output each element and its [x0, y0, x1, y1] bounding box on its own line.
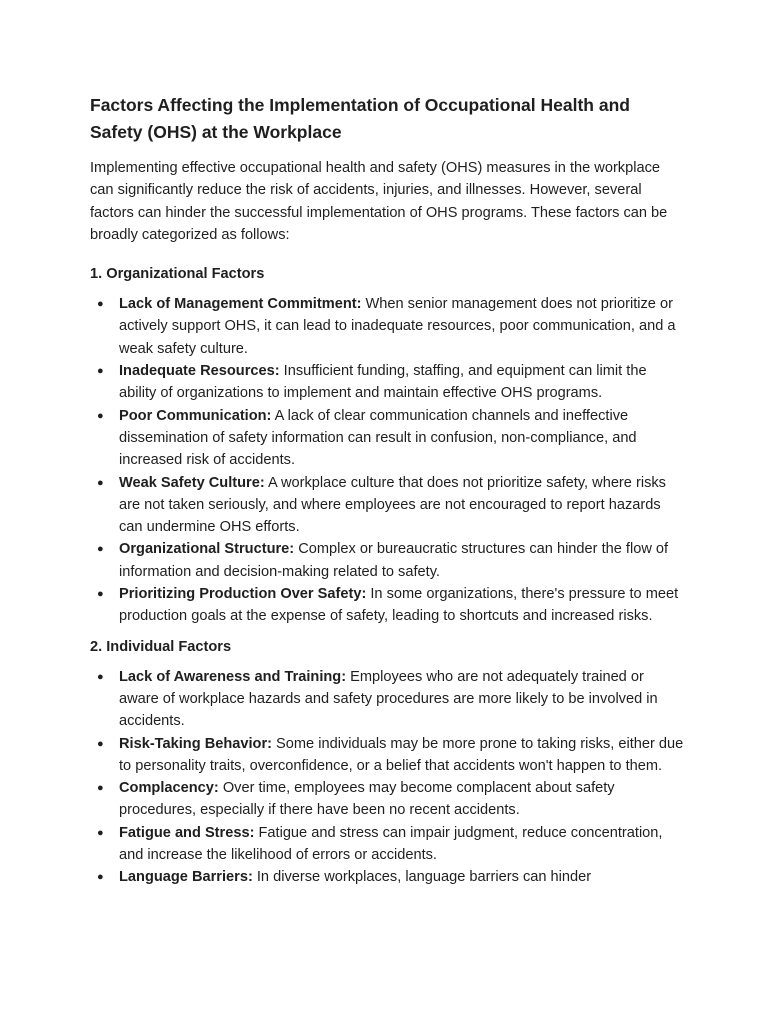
list-item — [90, 472, 685, 539]
list-item — [90, 666, 685, 733]
list-item-term: Organizational Structure: — [119, 541, 295, 558]
list-item — [90, 360, 685, 405]
section-heading-individual: 2. Individual Factors — [90, 638, 232, 655]
list-item-text: In some organizations, there's pressure to meet production goals at the expense of safety, leading to shortcuts and increased risks. — [119, 586, 679, 625]
bullet-icon: ● — [97, 737, 104, 750]
list-item — [90, 405, 685, 472]
bullet-icon: ● — [97, 782, 104, 795]
organizational-factors-list — [90, 293, 685, 627]
bullet-icon: ● — [97, 298, 104, 311]
list-item — [90, 733, 685, 778]
document-page — [90, 92, 685, 889]
list-item — [90, 293, 685, 360]
list-item-term: Poor Communication: — [119, 407, 272, 424]
list-item-term: Lack of Awareness and Training: — [119, 668, 347, 685]
intro-paragraph: Implementing effective occupational health and safety (OHS) measures in the workplace can significantly reduce the risk of accidents, injuries, and illnesses. However, several factors can hinder the successful implementation of OHS programs. These factors can be broadly categorized as follows: — [90, 160, 668, 243]
list-item-text: In diverse workplaces, language barriers can hinder — [252, 869, 592, 886]
bullet-icon: ● — [97, 670, 104, 683]
list-item — [90, 538, 685, 583]
list-item-text: A workplace culture that does not prioritize safety, where risks are not taken seriously, and where employees are not encouraged to report hazards can undermine OHS efforts. — [119, 474, 666, 536]
section-heading-organizational: 1. Organizational Factors — [90, 266, 265, 283]
page-title: Factors Affecting the Implementation of Occupational Health and Safety (OHS) at the Workplace — [90, 95, 630, 142]
list-item-text: Insufficient funding, staffing, and equipment can limit the ability of organizations to implement and maintain effective OHS programs. — [119, 363, 647, 402]
list-item-term: Complacency: — [119, 780, 219, 797]
list-item-text: Employees who are not adequately trained or aware of workplace hazards and safety procedures are more likely to be involved in accidents. — [119, 668, 658, 730]
list-item-term: Language Barriers: — [119, 869, 253, 886]
list-item — [90, 866, 685, 888]
list-item — [90, 822, 685, 867]
list-item-text: Fatigue and stress can impair judgment, reduce concentration, and increase the likelihood of errors or accidents. — [119, 824, 663, 864]
list-item-text: Complex or bureaucratic structures can hinder the flow of information and decision-making related to safety. — [119, 541, 669, 580]
list-item-term: Prioritizing Production Over Safety: — [119, 586, 367, 603]
list-item-text: Over time, employees may become complacent about safety procedures, especially if there have been no recent accidents. — [119, 780, 615, 819]
list-item-term: Fatigue and Stress: — [119, 824, 255, 841]
list-item-term: Inadequate Resources: — [119, 363, 280, 380]
list-item — [90, 583, 685, 628]
list-item-term: Risk-Taking Behavior: — [119, 735, 272, 752]
list-item-term: Weak Safety Culture: — [119, 474, 265, 491]
bullet-icon: ● — [97, 543, 104, 556]
bullet-icon: ● — [97, 409, 104, 422]
bullet-icon: ● — [97, 476, 104, 489]
bullet-icon: ● — [97, 365, 104, 378]
bullet-icon: ● — [97, 588, 104, 601]
list-item-text: Some individuals may be more prone to taking risks, either due to personality traits, overconfidence, or a belief that accidents won't happen to them. — [119, 735, 684, 774]
list-item-text: A lack of clear communication channels and ineffective dissemination of safety information can result in confusion, non-compliance, and increased risk of accidents. — [119, 407, 637, 469]
bullet-icon: ● — [97, 826, 104, 839]
list-item-text: When senior management does not prioritize or actively support OHS, it can lead to inadequate resources, poor communication, and a weak safety culture. — [119, 296, 676, 357]
list-item — [90, 777, 685, 822]
list-item-term: Lack of Management Commitment: — [119, 296, 362, 313]
bullet-icon: ● — [97, 871, 104, 884]
individual-factors-list — [90, 666, 685, 889]
